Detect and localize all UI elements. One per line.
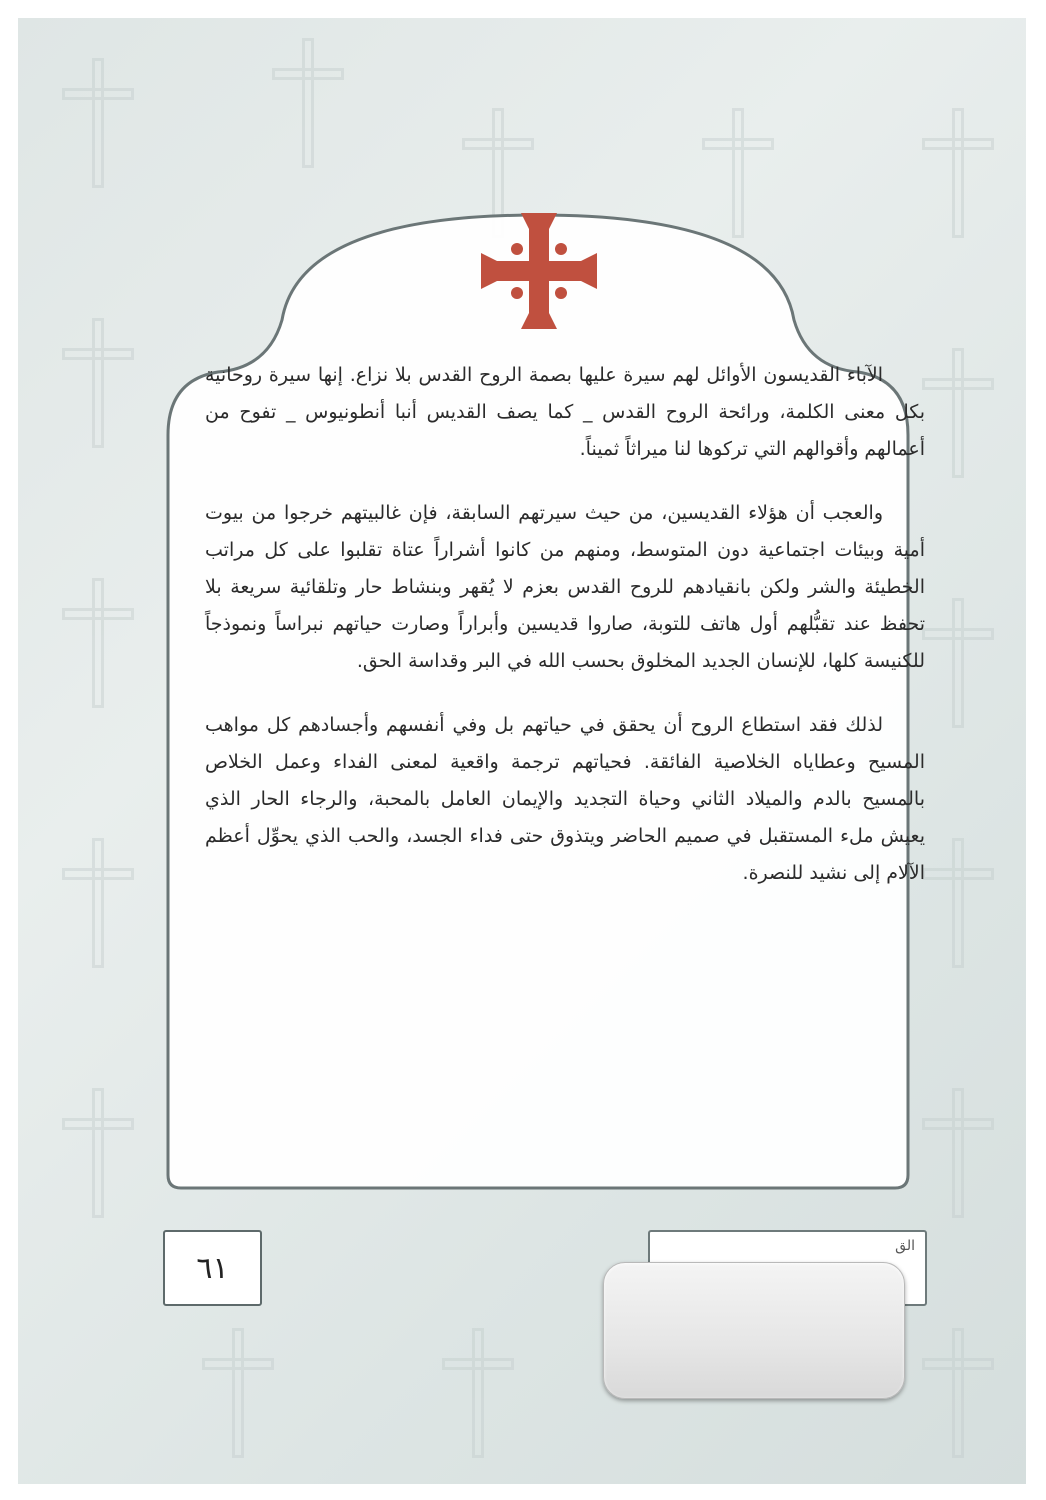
main-text — [205, 357, 925, 919]
paragraph-3: لذلك فقد استطاع الروح أن يحقق في حياتهم بل وفي أنفسهم وأجسادهم كل مواهب المسيح وعطاياه الخلاصية الفائقة. فحياتهم ترجمة واقعية لمعنى الفداء وعمل الخلاص بالمسيح بالدم والميلاد الثاني وحياة التجديد والإيمان العامل بالمحبة، والرجاء الحار الذي يعيش ملء المستقبل في صميم الحاضر ويتذوق حتى فداء الجسد، والحب الذي يحوِّل أعظم الآلام إلى نشيد للنصرة. — [205, 714, 925, 884]
footer-label-text: الق — [895, 1238, 915, 1254]
page-number: ٦١ — [163, 1230, 262, 1306]
paragraph-2: والعجب أن هؤلاء القديسين، من حيث سيرتهم السابقة، فإن غالبيتهم خرجوا من بيوت أمية وبيئات اجتماعية دون المتوسط، ومنهم من كانوا أشراراً عتاة تقلبوا على كل مراتب الخطيئة والشر ولكن بانقيادهم للروح القدس بعزم لا يُقهر وبنشاط حار وتلقائية سريعة بلا تحفظ عند تقبُّلهم أول هاتف للتوبة، صاروا قديسين وأبراراً وصارت حياتهم نبراساً ونموذجاً للكنيسة كلها، للإنسان الجديد المخلوق بحسب الله في البر وقداسة الحق. — [205, 502, 925, 672]
paragraph-1: الآباء القديسون الأوائل لهم سيرة عليها بصمة الروح القدس بلا نزاع. إنها سيرة روحانية بكل معنى الكلمة، ورائحة الروح القدس _ كما يصف القديس أنبا أنطونيوس _ تفوح من أعمالهم وأقوالهم التي تركوها لنا ميراثاً ثميناً. — [205, 364, 925, 460]
library-sticker — [603, 1262, 905, 1399]
